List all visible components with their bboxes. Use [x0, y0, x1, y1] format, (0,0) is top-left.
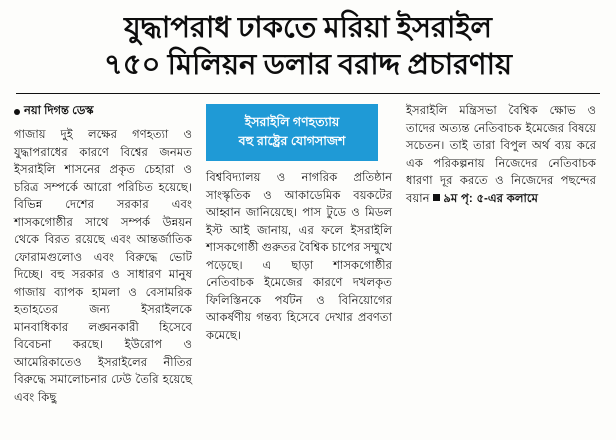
pull-quote-line-2: বহু রাষ্ট্রের যোগসাজশ: [238, 134, 346, 148]
headline-divider: [16, 93, 600, 94]
jumpline: [433, 192, 538, 205]
pull-quote-wrapper: [206, 104, 378, 167]
byline: [14, 102, 192, 121]
jumpline-label: ৯ম পৃ: ৫-এর কলামে: [443, 191, 538, 205]
pull-quote-line-1: ইসরাইলি গণহত্যায়: [244, 115, 340, 129]
right-text: ইসরাইলি মন্ত্রিসভা বৈশ্বিক ক্ষোভ ও তাদের অত্যন্ত নেতিবাচক ইমেজের বিষয়ে সচেতন। তাই তারা বিপুল অর্থ ব্যয় করে এক পরিকল্পনায় নিজেদের নেতিবাচক ধারণা দূর করতে ও নিজেদের পছন্দের বয়ান: [406, 104, 596, 205]
pull-quote: [206, 104, 378, 161]
square-bullet-icon: [433, 194, 440, 201]
middle-flow: [206, 102, 392, 344]
headline-line-1: যুদ্ধাপরাধ ঢাকতে মরিয়া ইসরাইল: [123, 12, 493, 44]
body-paragraph-left: গাজায় দুই লক্ষের গণহত্যা ও যুদ্ধাপরাধের কারণে বিশ্বের জনমত ইসরাইলি শাসনের প্রকৃত চেহারা ও চরিত্র সম্পর্কে আরো পরিচিত হয়েছে। বিভিন্ন দেশের সরকার এবং শাসকগোষ্ঠীর সাথে সম্পর্ক উন্নয়ন থেকে বিরত রয়েছে এবং আন্তর্জাতিক ফোরামগুলোও এবং বিরুদ্ধে ভোট দিচ্ছে। বহু সরকার ও সাধারণ মানুষ গাজায় ব্যাপক হামলা ও বেসামরিক হতাহতের জন্য ইসরাইলকে মানবাধিকার লঙ্ঘনকারী হিসেবে বিবেচনা করছে। ইউরোপ ও আমেরিকাতেও ইসরাইলের নীতির বিরুদ্ধে সমালোচনার ঢেউ তৈরি হয়েছে এবং কিছু: [14, 128, 192, 404]
body-paragraph-middle: [206, 102, 392, 344]
column-right: [406, 102, 596, 398]
article-columns: [14, 102, 602, 404]
middle-text: বিশ্ববিদ্যালয় ও নাগরিক প্রতিষ্ঠান সাংস্কৃতিক ও আকাডেমিক বয়কটের আহ্বান জানিয়েছে। পাস টুডে ও মিডল ইস্ট আই জানায়, এর ফলে ইসরাইলি শাসকগোষ্ঠী গুরুতর বৈশ্বিক চাপের সম্মুখে পড়েছে। এ ছাড়া শাসকগোষ্ঠীর নেতিবাচক ইমেজের কারণে দখলকৃত ফিলিস্তিনকে পর্যটন ও বিনিয়োগের আকর্ষণীয় গন্তব্য হিসেবে দেখার প্রবণতা কমেছে।: [206, 171, 392, 342]
bullet-icon: [14, 109, 20, 115]
column-left: [14, 102, 192, 404]
headline-line-2: ৭৫০ মিলিয়ন ডলার বরাদ্দ প্রচারণায়: [103, 49, 513, 81]
page-title: [14, 10, 602, 84]
body-paragraph-right: [406, 102, 596, 207]
column-middle: [206, 102, 392, 398]
byline-label: নয়া দিগন্ত ডেস্ক: [24, 105, 94, 117]
